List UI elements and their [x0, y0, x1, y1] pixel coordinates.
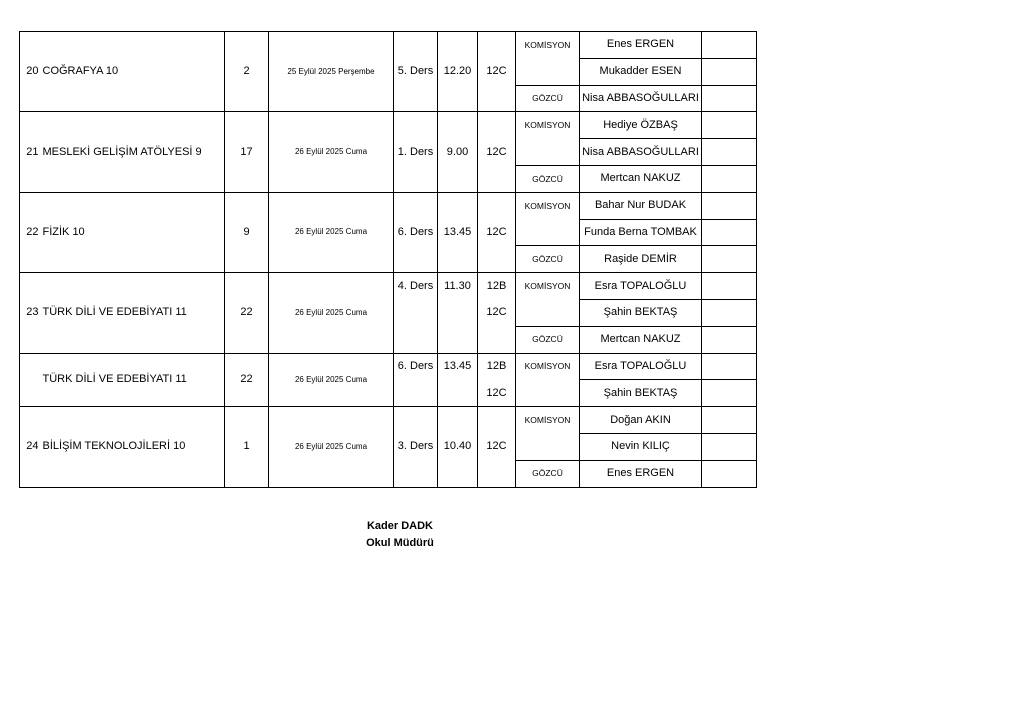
staff-name: Nevin KILIÇ — [580, 433, 702, 460]
staff-name: Funda Berna TOMBAK — [580, 219, 702, 246]
exam-time: 11.30 — [438, 273, 478, 300]
row-number: 24 — [20, 407, 41, 487]
principal-signature-block — [300, 518, 500, 552]
course-name: BİLİŞİM TEKNOLOJİLERİ 10 — [41, 407, 225, 487]
class-name-empty — [478, 326, 516, 353]
exam-time: 12.20 — [438, 32, 478, 112]
table-row — [20, 407, 757, 434]
course-name: MESLEKİ GELİŞİM ATÖLYESİ 9 — [41, 112, 225, 192]
class-name: 12C — [478, 299, 516, 326]
exam-date: 26 Eylül 2025 Cuma — [269, 407, 394, 487]
exam-date: 25 Eylül 2025 Perşembe — [269, 32, 394, 112]
staff-name: Mukadder ESEN — [580, 58, 702, 85]
course-name: COĞRAFYA 10 — [41, 32, 225, 112]
exam-time-empty — [438, 326, 478, 353]
course-name: FİZİK 10 — [41, 192, 225, 272]
role-label: KOMİSYON — [516, 192, 580, 219]
signature-cell — [702, 246, 757, 273]
signature-cell — [702, 273, 757, 300]
staff-name: Mertcan NAKUZ — [580, 326, 702, 353]
table-row — [20, 353, 757, 380]
exam-time-empty — [438, 380, 478, 407]
signature-cell — [702, 165, 757, 192]
class-name: 12C — [478, 380, 516, 407]
exam-date: 26 Eylül 2025 Cuma — [269, 112, 394, 192]
role-label: KOMİSYON — [516, 353, 580, 380]
staff-name: Esra TOPALOĞLU — [580, 273, 702, 300]
role-label-empty — [516, 380, 580, 407]
signature-cell — [702, 219, 757, 246]
role-label-empty — [516, 299, 580, 326]
principal-title: Okul Müdürü — [366, 537, 434, 549]
role-label: KOMİSYON — [516, 32, 580, 59]
signature-cell — [702, 192, 757, 219]
exam-date: 26 Eylül 2025 Cuma — [269, 192, 394, 272]
lesson-period-empty — [394, 326, 438, 353]
role-label: GÖZCÜ — [516, 246, 580, 273]
role-label: KOMİSYON — [516, 273, 580, 300]
signature-cell — [702, 32, 757, 59]
signature-cell — [702, 58, 757, 85]
course-name: TÜRK DİLİ VE EDEBİYATI 11 — [41, 273, 225, 353]
student-count: 22 — [225, 273, 269, 353]
signature-cell — [702, 380, 757, 407]
exam-time: 10.40 — [438, 407, 478, 487]
signature-cell — [702, 433, 757, 460]
lesson-period: 4. Ders — [394, 273, 438, 300]
principal-name: Kader DADK — [366, 520, 433, 532]
role-label: GÖZCÜ — [516, 326, 580, 353]
staff-name: Enes ERGEN — [580, 460, 702, 487]
staff-name: Şahin BEKTAŞ — [580, 299, 702, 326]
staff-name: Bahar Nur BUDAK — [580, 192, 702, 219]
exam-date: 26 Eylül 2025 Cuma — [269, 273, 394, 353]
student-count: 9 — [225, 192, 269, 272]
signature-cell — [702, 326, 757, 353]
role-label-empty — [516, 139, 580, 166]
row-number: 23 — [20, 273, 41, 353]
class-name: 12B — [478, 273, 516, 300]
table-row — [20, 112, 757, 139]
student-count: 2 — [225, 32, 269, 112]
student-count: 22 — [225, 353, 269, 407]
signature-cell — [702, 299, 757, 326]
student-count: 1 — [225, 407, 269, 487]
staff-name: Enes ERGEN — [580, 32, 702, 59]
signature-cell — [702, 407, 757, 434]
lesson-period: 3. Ders — [394, 407, 438, 487]
exam-time: 9.00 — [438, 112, 478, 192]
class-name: 12B — [478, 353, 516, 380]
class-name: 12C — [478, 112, 516, 192]
row-number: 21 — [20, 112, 41, 192]
lesson-period: 1. Ders — [394, 112, 438, 192]
role-label-empty — [516, 58, 580, 85]
staff-name: Şahin BEKTAŞ — [580, 380, 702, 407]
role-label: GÖZCÜ — [516, 85, 580, 112]
exam-schedule-table — [19, 31, 757, 488]
class-name: 12C — [478, 32, 516, 112]
course-name: TÜRK DİLİ VE EDEBİYATI 11 — [41, 353, 225, 407]
row-number: 20 — [20, 32, 41, 112]
signature-cell — [702, 85, 757, 112]
staff-name: Hediye ÖZBAŞ — [580, 112, 702, 139]
lesson-period-empty — [394, 299, 438, 326]
row-number: 22 — [20, 192, 41, 272]
role-label: GÖZCÜ — [516, 460, 580, 487]
lesson-period: 5. Ders — [394, 32, 438, 112]
exam-time: 13.45 — [438, 192, 478, 272]
role-label-empty — [516, 433, 580, 460]
class-name: 12C — [478, 192, 516, 272]
role-label: GÖZCÜ — [516, 165, 580, 192]
table-row — [20, 273, 757, 300]
role-label-empty — [516, 219, 580, 246]
staff-name: Nisa ABBASOĞULLARI — [580, 85, 702, 112]
lesson-period: 6. Ders — [394, 353, 438, 380]
role-label: KOMİSYON — [516, 112, 580, 139]
student-count: 17 — [225, 112, 269, 192]
table-row — [20, 192, 757, 219]
staff-name: Mertcan NAKUZ — [580, 165, 702, 192]
signature-cell — [702, 139, 757, 166]
exam-time: 13.45 — [438, 353, 478, 380]
exam-time-empty — [438, 299, 478, 326]
class-name: 12C — [478, 407, 516, 487]
staff-name: Raşide DEMİR — [580, 246, 702, 273]
row-number-empty — [20, 353, 41, 407]
role-label: KOMİSYON — [516, 407, 580, 434]
signature-cell — [702, 460, 757, 487]
signature-cell — [702, 112, 757, 139]
lesson-period-empty — [394, 380, 438, 407]
staff-name: Doğan AKIN — [580, 407, 702, 434]
table-row — [20, 32, 757, 59]
staff-name: Nisa ABBASOĞULLARI — [580, 139, 702, 166]
lesson-period: 6. Ders — [394, 192, 438, 272]
staff-name: Esra TOPALOĞLU — [580, 353, 702, 380]
signature-cell — [702, 353, 757, 380]
exam-date: 26 Eylül 2025 Cuma — [269, 353, 394, 407]
